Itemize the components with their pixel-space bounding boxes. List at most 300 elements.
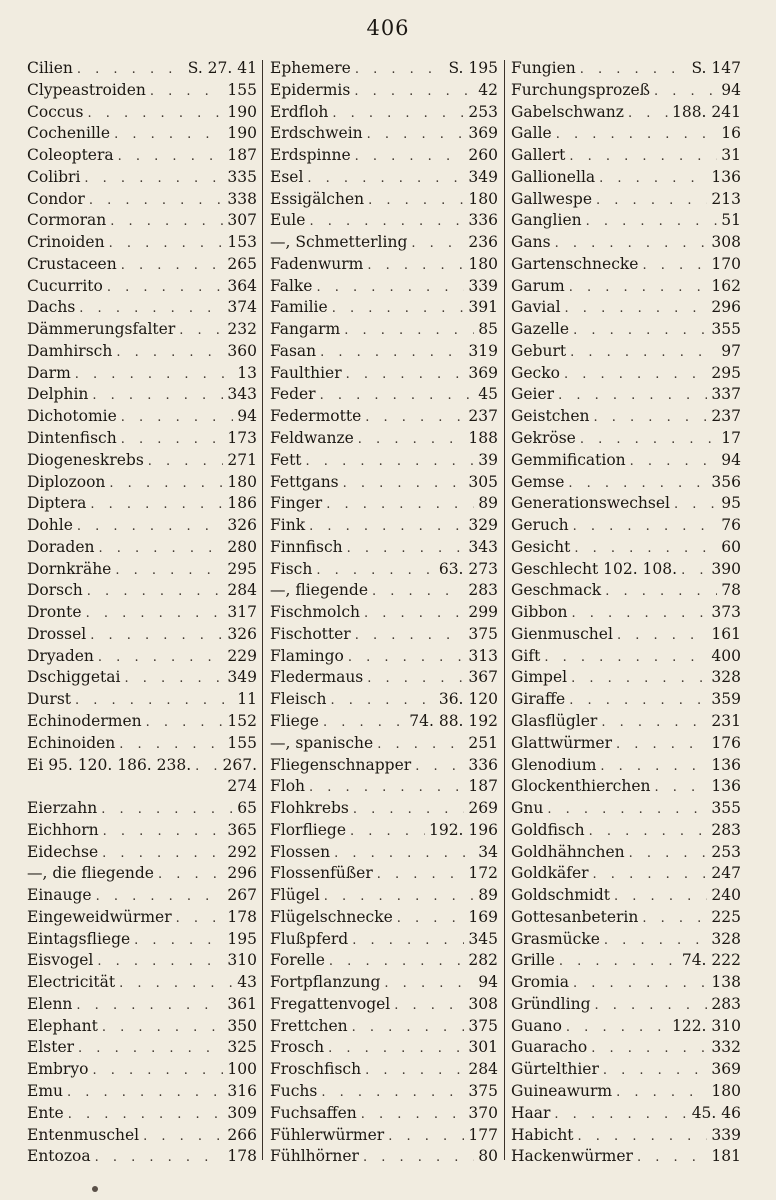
index-entry bbox=[511, 537, 741, 559]
entry-term: Esel bbox=[270, 167, 304, 186]
index-entry bbox=[511, 450, 741, 472]
entry-term: Embryo bbox=[27, 1060, 89, 1079]
index-entry bbox=[270, 58, 498, 80]
entry-term: Fortpflanzung bbox=[270, 973, 381, 992]
dot-leader bbox=[121, 429, 224, 450]
entry-pages: 80 bbox=[478, 1147, 498, 1166]
dot-leader bbox=[121, 255, 224, 276]
entry-pages: 328 bbox=[711, 668, 741, 687]
entry-term: Gürtelthier bbox=[511, 1060, 599, 1079]
entry-term: Geruch bbox=[511, 516, 569, 535]
index-entry bbox=[270, 950, 498, 972]
entry-pages: 390 bbox=[711, 559, 741, 578]
entry-term: Geburt bbox=[511, 341, 567, 360]
entry-pages: 295 bbox=[711, 363, 741, 382]
entry-term: Garum bbox=[511, 276, 565, 295]
entry-term: Guineawurm bbox=[511, 1081, 613, 1100]
entry-term: Diplozoon bbox=[27, 472, 106, 491]
entry-term: Dichotomie bbox=[27, 407, 117, 426]
entry-pages: 316 bbox=[227, 1081, 257, 1100]
dot-leader bbox=[332, 103, 464, 124]
index-entry bbox=[511, 820, 741, 842]
entry-pages: 350 bbox=[227, 1016, 257, 1035]
index-entry bbox=[270, 646, 498, 668]
entry-term: Durst bbox=[27, 690, 72, 709]
entry-pages: 192. 196 bbox=[428, 820, 498, 839]
index-entry bbox=[511, 341, 741, 363]
index-entry bbox=[270, 994, 498, 1016]
dot-leader bbox=[556, 124, 718, 145]
entry-term: Habicht bbox=[511, 1125, 574, 1144]
dot-leader bbox=[559, 951, 678, 972]
entry-pages: 260 bbox=[468, 146, 498, 165]
index-entry bbox=[511, 776, 741, 798]
index-entry bbox=[511, 515, 741, 537]
dot-leader bbox=[586, 211, 718, 232]
dot-leader bbox=[573, 973, 707, 994]
entry-pages: 282 bbox=[468, 951, 498, 970]
index-entry bbox=[27, 733, 257, 755]
entry-pages: 247 bbox=[711, 864, 741, 883]
entry-term: Fledermaus bbox=[270, 668, 364, 687]
index-entry bbox=[511, 297, 741, 319]
entry-term: Familie bbox=[270, 298, 328, 317]
entry-term: Goldkäfer bbox=[511, 864, 589, 883]
entry-pages: 153 bbox=[227, 233, 257, 252]
entry-pages: 65 bbox=[237, 799, 257, 818]
index-entry bbox=[270, 1103, 498, 1125]
entry-pages: 78 bbox=[721, 581, 741, 600]
dot-leader bbox=[101, 799, 233, 820]
dot-leader bbox=[321, 1082, 464, 1103]
index-entry bbox=[270, 580, 498, 602]
entry-term: —, die fliegende bbox=[27, 864, 154, 883]
dot-leader bbox=[309, 516, 464, 537]
dot-leader bbox=[365, 407, 464, 428]
dot-leader bbox=[346, 364, 465, 385]
index-column-1 bbox=[27, 58, 257, 1168]
entry-term: Gavial bbox=[511, 298, 561, 317]
dot-leader bbox=[355, 59, 445, 80]
dot-leader bbox=[397, 908, 465, 929]
dot-leader bbox=[573, 320, 707, 341]
entry-pages: 229 bbox=[227, 646, 257, 665]
index-entry bbox=[27, 102, 257, 124]
entry-pages: 136 bbox=[711, 777, 741, 796]
dot-leader bbox=[328, 1038, 464, 1059]
dot-leader bbox=[601, 712, 707, 733]
dot-leader bbox=[309, 777, 464, 798]
entry-pages: S. 147 bbox=[691, 59, 741, 77]
dot-leader bbox=[320, 342, 464, 363]
entry-pages: 94 bbox=[721, 450, 741, 469]
index-entry bbox=[511, 80, 741, 102]
entry-term: Cilien bbox=[27, 59, 73, 77]
index-entry bbox=[27, 58, 257, 80]
entry-pages: 94 bbox=[237, 407, 257, 426]
entry-term: Haar bbox=[511, 1103, 551, 1122]
index-entry bbox=[27, 210, 257, 232]
index-entry bbox=[511, 145, 741, 167]
dot-leader bbox=[352, 930, 464, 951]
entry-term: Geschmack bbox=[511, 581, 602, 600]
entry-pages: 45. 46 bbox=[691, 1103, 741, 1122]
entry-pages: 180 bbox=[468, 189, 498, 208]
index-entry bbox=[27, 559, 257, 581]
entry-term: Flohkrebs bbox=[270, 799, 349, 818]
entry-pages: 240 bbox=[711, 886, 741, 905]
dot-leader bbox=[99, 538, 224, 559]
entry-pages: 251 bbox=[468, 733, 498, 752]
dot-leader bbox=[76, 995, 223, 1016]
index-entry bbox=[511, 994, 741, 1016]
entry-pages: 349 bbox=[468, 167, 498, 186]
entry-term: Gemmification bbox=[511, 450, 626, 469]
dot-leader bbox=[316, 560, 434, 581]
entry-term: Fliegenschnapper bbox=[270, 755, 412, 774]
index-entry bbox=[27, 450, 257, 472]
index-entry bbox=[27, 1059, 257, 1081]
entry-term: Condor bbox=[27, 189, 85, 208]
entry-pages: 177 bbox=[468, 1125, 498, 1144]
entry-pages: 305 bbox=[468, 472, 498, 491]
entry-term: Flügelschnecke bbox=[270, 907, 393, 926]
index-entry bbox=[511, 276, 741, 298]
entry-term: Eisvogel bbox=[27, 951, 94, 970]
entry-term: Falke bbox=[270, 276, 313, 295]
entry-pages: 283 bbox=[468, 581, 498, 600]
index-entry bbox=[511, 58, 741, 80]
entry-pages: 296 bbox=[227, 864, 257, 883]
entry-term: Gabelschwanz bbox=[511, 102, 624, 121]
entry-term: Gibbon bbox=[511, 603, 568, 622]
entry-pages: 284 bbox=[227, 581, 257, 600]
dot-leader bbox=[148, 451, 224, 472]
dot-leader bbox=[329, 951, 464, 972]
dot-leader bbox=[629, 843, 708, 864]
index-entry bbox=[270, 145, 498, 167]
entry-term: Einauge bbox=[27, 886, 92, 905]
entry-term: Dorsch bbox=[27, 581, 83, 600]
page-number: 406 bbox=[366, 16, 410, 40]
entry-term: Erdfloh bbox=[270, 102, 329, 121]
dot-leader bbox=[176, 908, 224, 929]
entry-pages: 355 bbox=[711, 799, 741, 818]
dot-leader bbox=[332, 298, 465, 319]
entry-term: Coleoptera bbox=[27, 146, 114, 165]
index-entry bbox=[511, 384, 741, 406]
index-entry bbox=[511, 1125, 741, 1147]
index-entry bbox=[270, 1037, 498, 1059]
dot-leader bbox=[574, 538, 717, 559]
entry-pages: 180 bbox=[468, 254, 498, 273]
index-entry bbox=[511, 842, 741, 864]
index-entry bbox=[27, 167, 257, 189]
entry-term: Geistchen bbox=[511, 407, 590, 426]
entry-pages: 299 bbox=[468, 603, 498, 622]
dot-leader bbox=[367, 255, 464, 276]
entry-pages: 337 bbox=[711, 385, 741, 404]
index-entry bbox=[270, 472, 498, 494]
index-entry bbox=[511, 972, 741, 994]
dot-leader bbox=[98, 647, 223, 668]
dot-leader bbox=[307, 168, 464, 189]
index-entry bbox=[511, 1103, 741, 1125]
index-entry bbox=[27, 472, 257, 494]
entry-term: Fadenwurm bbox=[270, 254, 364, 273]
entry-term: Diptera bbox=[27, 494, 87, 513]
dot-leader bbox=[354, 81, 474, 102]
entry-term: Goldschmidt bbox=[511, 886, 611, 905]
entry-term: Fregattenvogel bbox=[270, 994, 391, 1013]
dot-leader bbox=[355, 146, 465, 167]
entry-term: Fleisch bbox=[270, 690, 327, 709]
dot-leader bbox=[616, 1082, 707, 1103]
entry-term: Fisch bbox=[270, 559, 313, 578]
dot-leader bbox=[97, 951, 223, 972]
index-entry bbox=[511, 863, 741, 885]
entry-term: Glattwürmer bbox=[511, 733, 612, 752]
entry-term: Fischotter bbox=[270, 624, 351, 643]
index-entry bbox=[27, 384, 257, 406]
dot-leader bbox=[599, 168, 707, 189]
index-column-2 bbox=[270, 58, 498, 1168]
index-entry bbox=[270, 689, 498, 711]
index-entry bbox=[27, 1016, 257, 1038]
entry-pages: 356 bbox=[711, 472, 741, 491]
index-entry bbox=[27, 755, 257, 777]
index-entry bbox=[511, 406, 741, 428]
entry-pages: 296 bbox=[711, 298, 741, 317]
column-divider bbox=[504, 60, 505, 1160]
dot-leader bbox=[681, 560, 707, 581]
entry-pages: 122. 310 bbox=[671, 1016, 741, 1035]
dot-leader bbox=[109, 473, 223, 494]
dot-leader bbox=[569, 690, 707, 711]
index-entry bbox=[270, 319, 498, 341]
index-entry bbox=[511, 363, 741, 385]
dot-leader bbox=[604, 930, 707, 951]
index-entry bbox=[27, 711, 257, 733]
index-entry bbox=[270, 907, 498, 929]
entry-pages: 60 bbox=[721, 537, 741, 556]
index-entry bbox=[270, 406, 498, 428]
entry-term: —, fliegende bbox=[270, 581, 368, 600]
dot-leader bbox=[179, 320, 223, 341]
entry-term: Doraden bbox=[27, 537, 95, 556]
entry-pages: 335 bbox=[227, 167, 257, 186]
entry-pages: 375 bbox=[468, 624, 498, 643]
index-entry bbox=[27, 580, 257, 602]
entry-term: Elephant bbox=[27, 1016, 98, 1035]
entry-pages: 187 bbox=[227, 146, 257, 165]
dot-leader bbox=[415, 756, 464, 777]
entry-pages: 338 bbox=[227, 189, 257, 208]
dot-leader bbox=[372, 581, 464, 602]
index-entry bbox=[27, 1146, 257, 1168]
entry-term: Entenmuschel bbox=[27, 1125, 140, 1144]
entry-term: Generationswechsel bbox=[511, 494, 671, 513]
index-entry bbox=[511, 885, 741, 907]
index-entry bbox=[270, 341, 498, 363]
dot-leader bbox=[595, 995, 708, 1016]
entry-term: Eule bbox=[270, 211, 306, 230]
entry-pages: 231 bbox=[711, 711, 741, 730]
entry-term: Entozoa bbox=[27, 1147, 91, 1166]
entry-pages: 76 bbox=[721, 516, 741, 535]
dot-leader bbox=[566, 1017, 668, 1038]
entry-term: Erdspinne bbox=[270, 146, 351, 165]
dot-leader bbox=[102, 843, 223, 864]
entry-pages: 39 bbox=[478, 450, 498, 469]
index-entry bbox=[27, 907, 257, 929]
index-entry bbox=[511, 1059, 741, 1081]
index-entry bbox=[27, 624, 257, 646]
entry-term: Glockenthierchen bbox=[511, 777, 651, 796]
index-entry bbox=[270, 972, 498, 994]
index-entry bbox=[270, 167, 498, 189]
dot-leader bbox=[92, 385, 223, 406]
entry-pages: 13 bbox=[237, 363, 257, 382]
dot-leader bbox=[79, 298, 223, 319]
entry-term: Geschlecht 102. 108. bbox=[511, 559, 678, 578]
entry-term: Feder bbox=[270, 385, 316, 404]
index-entry bbox=[511, 929, 741, 951]
dot-leader bbox=[642, 908, 707, 929]
index-entry bbox=[27, 1037, 257, 1059]
entry-pages: 162 bbox=[711, 276, 741, 295]
entry-term: Fühlerwürmer bbox=[270, 1125, 385, 1144]
dot-leader bbox=[90, 625, 223, 646]
index-entry bbox=[511, 646, 741, 668]
index-entry bbox=[511, 1081, 741, 1103]
entry-pages: 369 bbox=[711, 1060, 741, 1079]
entry-term: Gartenschnecke bbox=[511, 254, 639, 273]
entry-term: Finger bbox=[270, 494, 323, 513]
entry-term: —, spanische bbox=[270, 733, 374, 752]
dot-leader bbox=[544, 647, 707, 668]
entry-term: Gazelle bbox=[511, 320, 570, 339]
entry-term: Crinoiden bbox=[27, 233, 105, 252]
entry-term: Eingeweidwürmer bbox=[27, 907, 172, 926]
entry-pages: 343 bbox=[227, 385, 257, 404]
dot-leader bbox=[350, 821, 425, 842]
dot-leader bbox=[109, 233, 224, 254]
entry-term: Emu bbox=[27, 1081, 63, 1100]
entry-pages: 95 bbox=[721, 494, 741, 513]
dot-leader bbox=[344, 320, 474, 341]
index-entry bbox=[270, 1081, 498, 1103]
dot-leader bbox=[95, 1147, 224, 1168]
entry-pages: 267. bbox=[222, 755, 257, 774]
entry-pages: 336 bbox=[468, 755, 498, 774]
entry-term: Floh bbox=[270, 777, 306, 796]
entry-term: Epidermis bbox=[270, 80, 351, 99]
dot-leader bbox=[87, 581, 224, 602]
dot-leader bbox=[593, 864, 708, 885]
entry-pages: 271 bbox=[227, 450, 257, 469]
index-entry bbox=[270, 711, 498, 733]
entry-term: Gienmuschel bbox=[511, 624, 613, 643]
entry-pages: 339 bbox=[468, 276, 498, 295]
dot-leader bbox=[118, 146, 224, 167]
index-entry bbox=[27, 341, 257, 363]
dot-leader bbox=[377, 864, 465, 885]
dot-leader bbox=[616, 734, 707, 755]
index-entry bbox=[27, 950, 257, 972]
index-column-3 bbox=[511, 58, 741, 1168]
dot-leader bbox=[84, 168, 223, 189]
entry-term: Ei 95. 120. 186. 238. bbox=[27, 755, 192, 774]
index-entry bbox=[270, 929, 498, 951]
dot-leader bbox=[637, 1147, 707, 1168]
entry-pages: 308 bbox=[711, 233, 741, 252]
index-entry bbox=[27, 863, 257, 885]
entry-pages: 332 bbox=[711, 1038, 741, 1057]
index-entry bbox=[27, 189, 257, 211]
index-entry bbox=[270, 755, 498, 777]
entry-pages: 359 bbox=[711, 690, 741, 709]
index-entry bbox=[27, 842, 257, 864]
dot-leader bbox=[347, 538, 465, 559]
dot-leader bbox=[348, 647, 465, 668]
entry-pages: S. 27. 41 bbox=[187, 59, 257, 77]
entry-pages: 138 bbox=[711, 973, 741, 992]
entry-pages: 213 bbox=[711, 189, 741, 208]
dot-leader bbox=[86, 603, 224, 624]
entry-term: Gimpel bbox=[511, 668, 568, 687]
entry-term: Gekröse bbox=[511, 429, 576, 448]
dot-leader bbox=[558, 385, 707, 406]
entry-term: Essigälchen bbox=[270, 189, 365, 208]
entry-term: Cormoran bbox=[27, 211, 107, 230]
entry-pages: 266 bbox=[227, 1125, 257, 1144]
entry-pages: 190 bbox=[227, 124, 257, 143]
entry-term: Grille bbox=[511, 951, 555, 970]
index-entry bbox=[27, 123, 257, 145]
index-entry bbox=[270, 450, 498, 472]
index-entry bbox=[511, 189, 741, 211]
dot-leader bbox=[195, 756, 218, 777]
entry-pages: 391 bbox=[468, 298, 498, 317]
index-entry bbox=[511, 102, 741, 124]
entry-pages: 375 bbox=[468, 1081, 498, 1100]
index-entry bbox=[511, 472, 741, 494]
entry-pages: 16 bbox=[721, 124, 741, 143]
entry-pages: 195 bbox=[227, 929, 257, 948]
entry-pages: 136 bbox=[711, 755, 741, 774]
entry-pages: 176 bbox=[711, 733, 741, 752]
dot-leader bbox=[600, 756, 707, 777]
index-entry bbox=[27, 1125, 257, 1147]
index-entry bbox=[27, 798, 257, 820]
entry-term: Ephemere bbox=[270, 59, 351, 77]
entry-term: Dornkrähe bbox=[27, 559, 112, 578]
entry-term: Colibri bbox=[27, 167, 81, 186]
dot-leader bbox=[75, 364, 233, 385]
dot-leader bbox=[365, 1060, 464, 1081]
entry-pages: 349 bbox=[227, 668, 257, 687]
entry-term: Diogeneskrebs bbox=[27, 450, 144, 469]
entry-pages: 236 bbox=[468, 233, 498, 252]
entry-term: Federmotte bbox=[270, 407, 362, 426]
entry-pages: 343 bbox=[468, 537, 498, 556]
index-entry bbox=[27, 646, 257, 668]
dot-leader bbox=[150, 81, 224, 102]
index-entry bbox=[270, 232, 498, 254]
entry-term: Finnfisch bbox=[270, 537, 343, 556]
index-entry bbox=[27, 145, 257, 167]
